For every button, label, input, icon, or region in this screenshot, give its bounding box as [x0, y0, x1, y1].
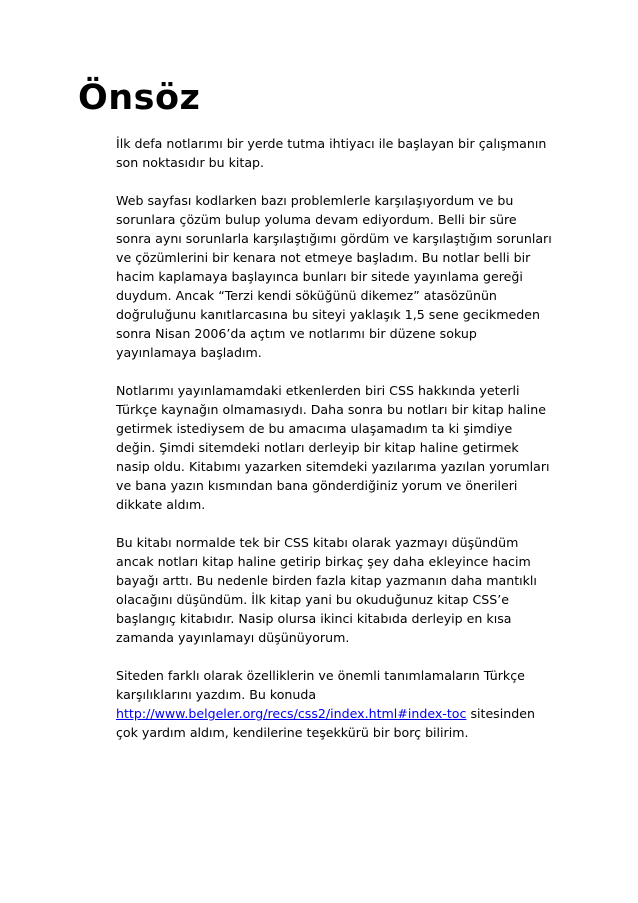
text-line: getirmek istediysem de bu amacıma ulaşamadım ta ki şimdiye: [116, 421, 513, 436]
paragraph-4: [116, 533, 576, 647]
paragraph-3: [116, 381, 576, 514]
reference-link[interactable]: http://www.belgeler.org/recs/css2/index.html#index-toc: [116, 706, 467, 721]
text-line: Bu kitabı normalde tek bir CSS kitabı olarak yazmayı düşündüm: [116, 535, 519, 550]
text-line: doğruluğunu kanıtlarcasına bu siteyi yaklaşık 1,5 sene gecikmeden: [116, 307, 540, 322]
text-line: zamanda yayınlamayı düşünüyorum.: [116, 630, 350, 645]
text-line: nasip oldu. Kitabımı yazarken sitemdeki yazılarıma yazılan yorumları: [116, 459, 550, 474]
link-suffix-text: sitesinden: [466, 706, 535, 721]
text-line: Notlarımı yayınlamamdaki etkenlerden biri CSS hakkında yeterli: [116, 383, 520, 398]
paragraph-1: [116, 134, 576, 172]
link-line: [116, 704, 576, 723]
text-line: sorunlara çözüm bulup yoluma devam ediyordum. Belli bir süre: [116, 212, 517, 227]
text-line: değin. Şimdi sitemdeki notları derleyip bir kitap haline getirmek: [116, 440, 519, 455]
document-body: [116, 134, 576, 761]
text-line: başlangıç kitabıdır. Nasip olursa ikinci kitabıda derleyip en kısa: [116, 611, 512, 626]
text-line: bayağı arttı. Bu nedenle birden fazla kitap yazmanın daha mantıklı: [116, 573, 537, 588]
text-line: sonra Nisan 2006’da açtım ve notlarımı bir düzene sokup: [116, 326, 477, 341]
text-line: ve bana yazın kısmından bana gönderdiğiniz yorum ve önerileri: [116, 478, 518, 493]
text-line: hacim kaplamaya başlayınca bunları bir sitede yayınlama gereği: [116, 269, 523, 284]
page-title: Önsöz: [78, 78, 201, 118]
text-line: sonra aynı sorunlarla karşılaştığımı gördüm ve karşılaştığım sorunları: [116, 231, 552, 246]
text-line: Türkçe kaynağın olmamasıydı. Daha sonra bu notları bir kitap haline: [116, 402, 547, 417]
text-line: dikkate aldım.: [116, 497, 206, 512]
paragraph-2: [116, 191, 576, 362]
text-line: duydum. Ancak “Terzi kendi söküğünü dikemez” atasözünün: [116, 288, 497, 303]
text-line: yayınlamaya başladım.: [116, 345, 262, 360]
text-line: ve çözümlerini bir kenara not etmeye başladım. Bu notlar belli bir: [116, 250, 531, 265]
text-line: Web sayfası kodlarken bazı problemlerle karşılaşıyordum ve bu: [116, 193, 514, 208]
text-line: çok yardım aldım, kendilerine teşekkürü bir borç bilirim.: [116, 725, 469, 740]
text-line: karşılıklarını yazdım. Bu konuda: [116, 687, 317, 702]
text-line: olacağını düşündüm. İlk kitap yani bu okuduğunuz kitap CSS’e: [116, 592, 509, 607]
paragraph-5: [116, 666, 576, 742]
text-line: Siteden farklı olarak özelliklerin ve önemli tanımlamaların Türkçe: [116, 668, 525, 683]
text-line: İlk defa notlarımı bir yerde tutma ihtiyacı ile başlayan bir çalışmanın: [116, 136, 547, 151]
text-line: ancak notları kitap haline getirip birkaç şey daha ekleyince hacim: [116, 554, 531, 569]
text-line: son noktasıdır bu kitap.: [116, 155, 265, 170]
